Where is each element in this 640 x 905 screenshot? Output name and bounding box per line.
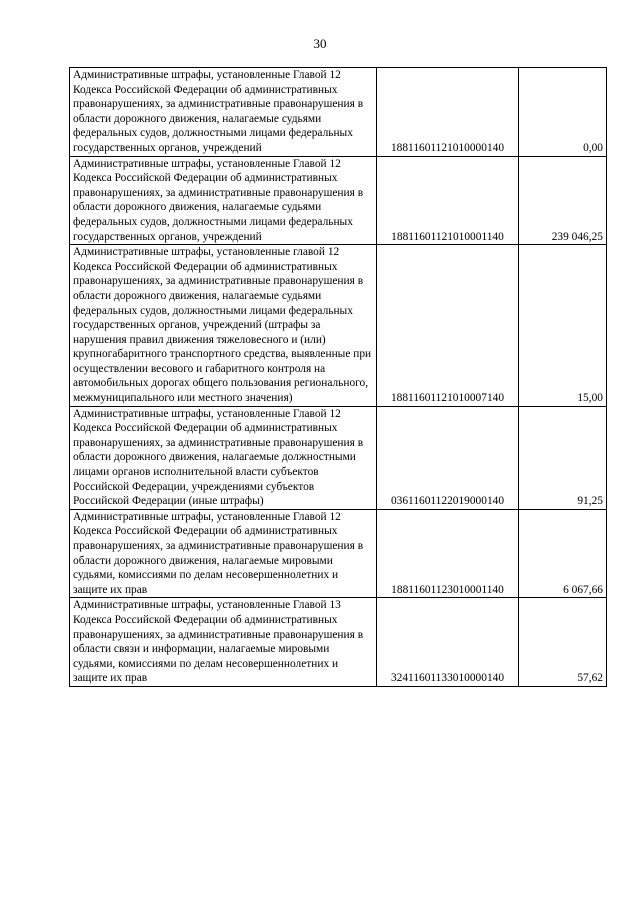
row-description: Административные штрафы, установленные Главой 12 Кодекса Российской Федерации об административных правонарушениях, за административные правонарушения в области дорожного движения, налагаемые судьями федеральных судов, должностными лицами федеральных государственных органов, учреждений bbox=[70, 68, 377, 157]
row-code: 18811601121010001140 bbox=[377, 156, 519, 245]
page-number: 30 bbox=[313, 36, 327, 51]
row-code: 32411601133010000140 bbox=[377, 598, 519, 687]
row-amount: 15,00 bbox=[519, 245, 607, 407]
table-row bbox=[70, 509, 607, 598]
row-amount: 6 067,66 bbox=[519, 509, 607, 598]
revenue-table bbox=[69, 67, 607, 687]
row-amount: 0,00 bbox=[519, 68, 607, 157]
row-code: 18811601121010000140 bbox=[377, 68, 519, 157]
row-amount: 57,62 bbox=[519, 598, 607, 687]
table-row bbox=[70, 68, 607, 157]
row-description: Административные штрафы, установленные главой 12 Кодекса Российской Федерации об административных правонарушениях, за административные правонарушения в области дорожного движения, налагаемые судьями федеральных судов, должностными лицами федеральных государственных органов, учреждений (штрафы за нарушения правил движения тяжеловесного и (или) крупногабаритного транспортного средства, выявленные при осуществлении весового и габаритного контроля на автомобильных дорогах общего пользования регионального, межмуниципального или местного значения) bbox=[70, 245, 377, 407]
table-row bbox=[70, 406, 607, 509]
table-row bbox=[70, 245, 607, 407]
row-description: Административные штрафы, установленные Главой 12 Кодекса Российской Федерации об административных правонарушениях, за административные правонарушения в области дорожного движения, налагаемые судьями федеральных судов, должностными лицами федеральных государственных органов, учреждений bbox=[70, 156, 377, 245]
row-code: 18811601121010007140 bbox=[377, 245, 519, 407]
row-amount: 91,25 bbox=[519, 406, 607, 509]
row-code: 18811601123010001140 bbox=[377, 509, 519, 598]
table-row bbox=[70, 156, 607, 245]
row-description: Административные штрафы, установленные Главой 12 Кодекса Российской Федерации об административных правонарушениях, за административные правонарушения в области дорожного движения, налагаемые должностными лицами органов исполнительной власти субъектов Российской Федерации, учреждениями субъектов Российской Федерации (иные штрафы) bbox=[70, 406, 377, 509]
row-description: Административные штрафы, установленные Главой 13 Кодекса Российской Федерации об административных правонарушениях, за административные правонарушения в области связи и информации, налагаемые мировыми судьями, комиссиями по делам несовершеннолетних и защите их прав bbox=[70, 598, 377, 687]
table-row bbox=[70, 598, 607, 687]
row-description: Административные штрафы, установленные Главой 12 Кодекса Российской Федерации об административных правонарушениях, за административные правонарушения в области дорожного движения, налагаемые мировыми судьями, комиссиями по делам несовершеннолетних и защите их прав bbox=[70, 509, 377, 598]
row-code: 03611601122019000140 bbox=[377, 406, 519, 509]
row-amount: 239 046,25 bbox=[519, 156, 607, 245]
